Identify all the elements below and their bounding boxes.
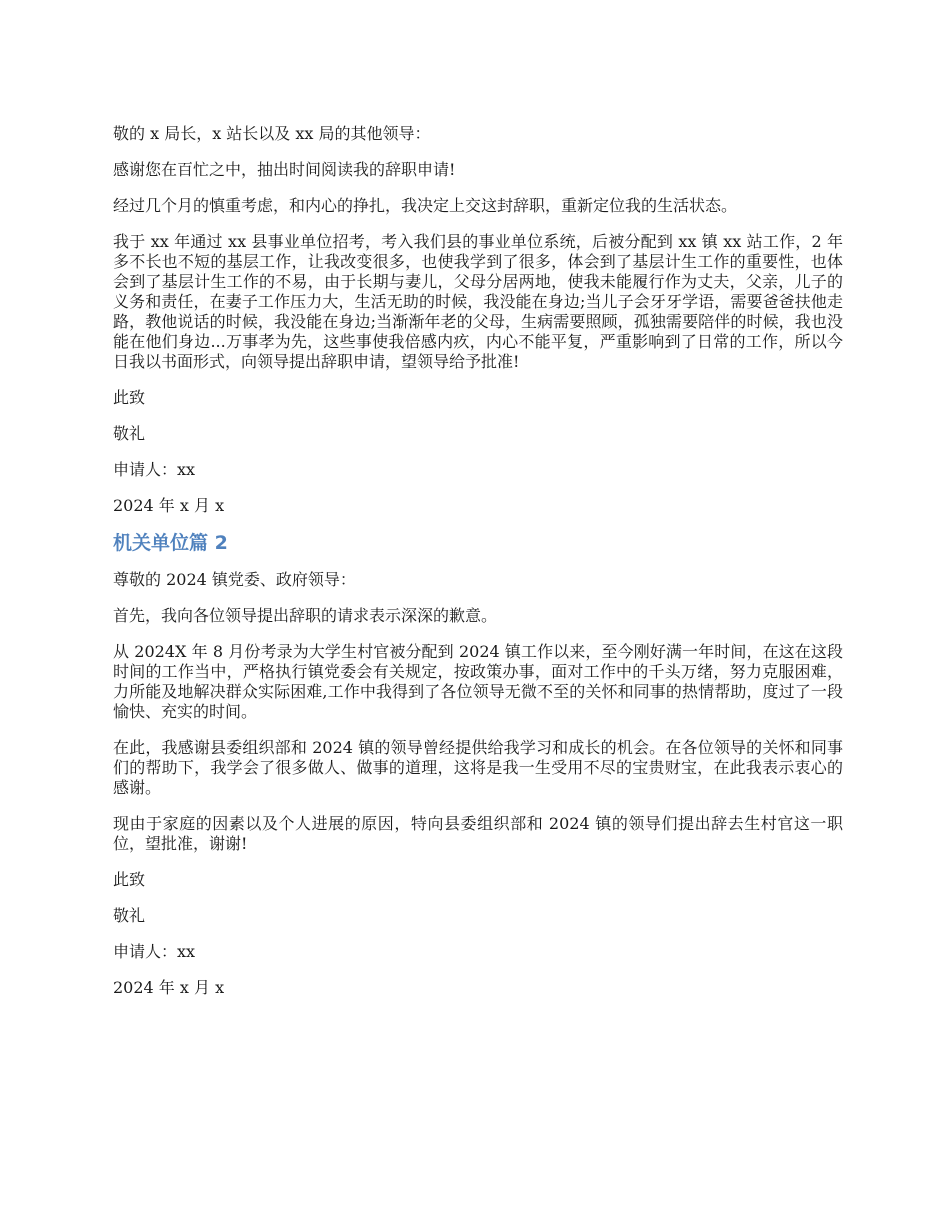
letter-closing: 敬礼 <box>113 906 146 925</box>
letter-paragraph: 在此，我感谢县委组织部和 2024 镇的领导曾经提供给我学习和成长的机会。在各位领导的关怀和同事们的帮助下，我学会了很多做人、做事的道理，这将是我一生受用不尽的宝贵财宝，在此我表示衷心的感谢。 <box>113 738 843 797</box>
letter-greeting: 尊敬的 2024 镇党委、政府领导： <box>113 570 356 589</box>
letter-paragraph: 感谢您在百忙之中，抽出时间阅读我的辞职申请! <box>113 160 456 179</box>
letter-paragraph: 我于 xx 年通过 xx 县事业单位招考，考入我们县的事业单位系统，后被分配到 xx 镇 xx 站工作，2 年多不长也不短的基层工作，让我改变很多，也使我学到了很多，体会到了基层计生工作的重要性，也体会到了基层计生工作的不易，由于长期与妻儿，父母分居两地，使我未能履行作为丈夫，父亲，儿子的义务和责任，在妻子工作压力大，生活无助的时候，我没能在身边;当儿子会牙牙学语，需要爸爸扶他走路，教他说话的时候，我没能在身边;当渐渐年老的父母，生病需要照顾，孤独需要陪伴的时候，我也没能在他们身边...万事孝为先，这些事使我倍感内疚，内心不能平复，严重影响到了日常的工作，所以今日我以书面形式，向领导提出辞职申请，望领导给予批准! <box>113 232 843 371</box>
letter-paragraph: 从 2024X 年 8 月份考录为大学生村官被分配到 2024 镇工作以来，至今刚好满一年时间，在这在这段时间的工作当中，严格执行镇党委会有关规定，按政策办事，面对工作中的千头万绪，努力克服困难，力所能及地解决群众实际困难,工作中我得到了各位领导无微不至的关怀和同事的热情帮助，度过了一段愉快、充实的时间。 <box>113 642 843 721</box>
letter-date: 2024 年 x 月 x <box>113 978 225 997</box>
letter-applicant: 申请人：xx <box>113 460 196 479</box>
letter-paragraph: 经过几个月的慎重考虑，和内心的挣扎，我决定上交这封辞职，重新定位我的生活状态。 <box>113 196 738 215</box>
letter-section-2 <box>113 532 843 998</box>
letter-closing: 此致 <box>113 870 146 889</box>
letter-paragraph: 现由于家庭的因素以及个人进展的原因，特向县委组织部和 2024 镇的领导们提出辞去生村官这一职位，望批准，谢谢! <box>113 814 843 853</box>
letter-closing: 敬礼 <box>113 424 146 443</box>
letter-greeting: 敬的 x 局长，x 站长以及 xx 局的其他领导： <box>113 124 431 143</box>
letter-closing: 此致 <box>113 388 146 407</box>
letter-date: 2024 年 x 月 x <box>113 496 225 515</box>
document-page <box>113 124 843 1014</box>
section-heading: 机关单位篇 2 <box>113 532 228 554</box>
letter-applicant: 申请人：xx <box>113 942 196 961</box>
letter-paragraph: 首先，我向各位领导提出辞职的请求表示深深的歉意。 <box>113 606 498 625</box>
letter-section-1 <box>113 124 843 516</box>
